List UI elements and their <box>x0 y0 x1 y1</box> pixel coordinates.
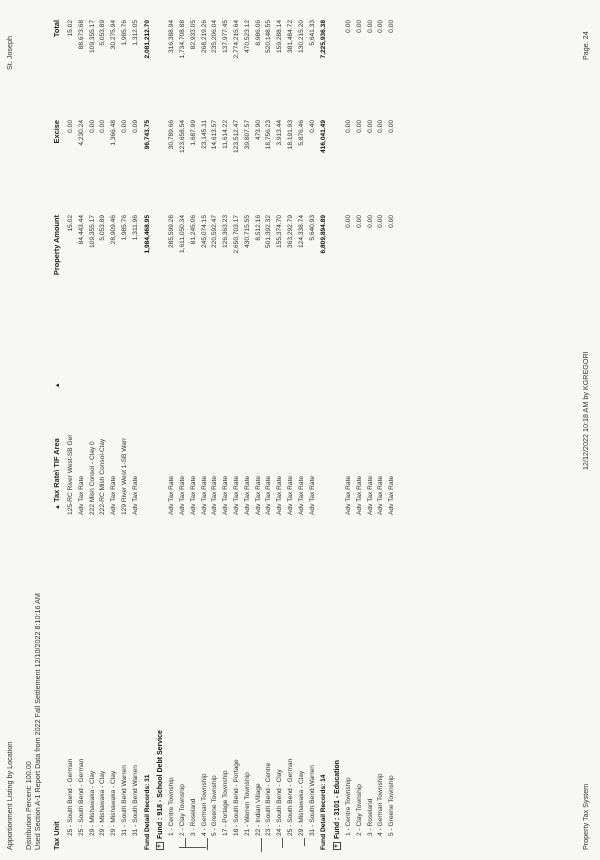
total-cell: 1,734,708.88 <box>179 20 186 59</box>
excise-cell: 30,789.66 <box>168 120 176 150</box>
pen-mark <box>282 838 283 848</box>
tax-unit-cell: 1 - Centre Township <box>168 777 176 836</box>
property-amount-cell: 109,355.17 <box>88 215 96 249</box>
property-amount-cell: 430,715.55 <box>243 215 251 249</box>
tax-rate-cell: Adv Tax Rate <box>287 475 294 515</box>
fund-detail-records: Fund Detail Records: 14 <box>320 774 328 850</box>
tax-rate-cell: 129 River West 1-SB Warr <box>121 437 128 515</box>
tax-rate-cell: 222-RC Mish Consol-Clay <box>99 438 107 515</box>
tax-rate-cell: Adv Tax Rate <box>388 475 396 515</box>
total-cell: 0.00 <box>355 20 363 33</box>
total-cell: 381,484.72 <box>287 20 294 54</box>
total-cell: 8,986.06 <box>254 20 262 46</box>
tax-unit-cell: 23 - South Bend - Centre <box>265 762 273 836</box>
property-amount-cell: 501,392.32 <box>265 215 273 249</box>
tax-unit-cell: 5 - Greene Township <box>211 775 219 836</box>
col-total[interactable]: Total <box>52 20 61 38</box>
property-amount-cell: 84,443.44 <box>77 215 85 245</box>
property-amount-cell: 8,512.16 <box>254 215 262 241</box>
tax-rate-cell: Adv Tax Rate <box>297 475 305 515</box>
tax-rate-cell: Adv Tax Rate <box>179 475 186 515</box>
fund-header[interactable] <box>156 730 164 850</box>
property-amount-cell: 5,053.89 <box>99 215 107 241</box>
tax-unit-cell: 25 - South Bend - German <box>287 758 294 836</box>
tax-unit-cell: 18 - South Bend - Portage <box>233 759 240 836</box>
tax-unit-cell: 17 - Portage Township <box>222 770 230 836</box>
excise-cell: 0.00 <box>377 120 385 133</box>
tax-unit-cell: 3 - Roseland <box>189 798 197 836</box>
excise-cell: 23,145.11 <box>200 120 208 149</box>
summary-total: 2,081,212.70 <box>143 20 151 59</box>
excise-cell: 0.00 <box>99 120 107 133</box>
tax-unit-cell: 22 - Indian Village <box>254 783 262 836</box>
total-cell: 235,206.04 <box>211 20 219 54</box>
pen-bracket <box>179 847 206 848</box>
tax-rate-cell: Adv Tax Rate <box>366 475 374 515</box>
tax-unit-cell: 25 - South Bend - German <box>67 758 74 836</box>
total-cell: 0.00 <box>366 20 374 33</box>
tax-unit-cell: 31 - South Bend Warren <box>121 765 128 836</box>
tax-unit-cell: 25 - South Bend - German <box>77 758 85 836</box>
col-tax-rate[interactable] <box>52 382 61 510</box>
tax-rate-cell: Adv Tax Rate <box>276 475 284 515</box>
excise-cell: 18,191.93 <box>287 120 294 150</box>
property-amount-cell: 0.00 <box>345 215 352 228</box>
tax-unit-cell: 29 - Mishawaka - Clay <box>88 770 96 836</box>
total-cell: 5,641.33 <box>308 20 316 46</box>
total-cell: 0.00 <box>388 20 396 33</box>
tax-rate-cell: Adv Tax Rate <box>355 475 363 515</box>
tax-rate-cell: Adv Tax Rate <box>308 475 316 515</box>
tax-rate-cell: Adv Tax Rate <box>110 475 118 515</box>
total-cell: 0.00 <box>345 20 352 33</box>
total-cell: 30,275.94 <box>110 20 118 50</box>
report-location: St. Joseph <box>5 36 14 70</box>
summary-excise: 96,743.75 <box>143 120 151 150</box>
property-amount-cell: 5,640.93 <box>308 215 316 241</box>
excise-cell: 0.00 <box>121 120 128 133</box>
summary-property: 1,984,468.95 <box>143 215 151 254</box>
tax-rate-cell: Adv Tax Rate <box>200 475 208 515</box>
tax-unit-cell: 29 - Mishawaka - Clay <box>110 770 118 836</box>
property-amount-cell: 363,292.79 <box>287 215 294 249</box>
total-cell: 137,977.45 <box>222 20 230 54</box>
summary-property: 6,809,894.89 <box>320 215 328 254</box>
property-amount-cell: 0.00 <box>355 215 363 228</box>
summary-total: 7,225,936.38 <box>320 20 328 59</box>
excise-cell: 0.40 <box>308 120 316 133</box>
total-cell: 88,673.68 <box>77 20 85 50</box>
col-tax-rate-label: Tax Rate\ TIF Area <box>52 438 61 502</box>
property-amount-cell: 124,338.74 <box>297 215 305 249</box>
tax-unit-cell: 4 - German Township <box>200 773 208 836</box>
total-cell: 470,523.12 <box>243 20 251 54</box>
footer-timestamp: 12/12/2022 10:18 AM by KGREGORI <box>581 351 590 470</box>
tax-unit-cell: 29 - Mishawaka - Clay <box>297 770 305 836</box>
excise-cell: 0.00 <box>366 120 374 133</box>
tax-rate-cell: Adv Tax Rate <box>168 475 176 515</box>
tax-rate-cell: Adv Tax Rate <box>131 475 139 515</box>
total-cell: 520,148.55 <box>265 20 273 54</box>
tax-unit-cell: 31 - South Bend Warren <box>131 765 139 836</box>
fund-detail-records: Fund Detail Records: 31 <box>143 774 151 850</box>
tax-unit-cell: 1 - Centre Township <box>345 777 352 836</box>
pen-mark <box>207 838 208 850</box>
col-excise[interactable]: Excise <box>52 120 61 144</box>
property-amount-cell: 1,311.96 <box>131 215 139 241</box>
tax-rate-cell: Adv Tax Rate <box>345 475 352 515</box>
total-cell: 1,312.05 <box>131 20 139 46</box>
expand-toggle-icon[interactable]: + <box>156 842 164 850</box>
tax-rate-cell: Adv Tax Rate <box>211 475 219 515</box>
total-cell: 15.02 <box>67 20 74 37</box>
tax-unit-cell: 31 - South Bend Warren <box>308 765 316 836</box>
fund-label: Fund : 918 - School Debt Service <box>157 730 165 839</box>
col-tax-unit[interactable]: Tax Unit <box>52 821 61 850</box>
total-cell: 109,355.17 <box>88 20 96 54</box>
excise-cell: 5,876.46 <box>297 120 305 146</box>
property-amount-cell: 1,985.76 <box>121 215 128 241</box>
total-cell: 5,053.89 <box>99 20 107 46</box>
total-cell: 316,388.94 <box>168 20 176 54</box>
property-amount-cell: 1,611,050.34 <box>179 215 186 254</box>
tax-unit-cell: 2 - Clay Township <box>355 784 363 836</box>
excise-cell: 4,230.24 <box>77 120 85 146</box>
total-cell: 268,219.26 <box>200 20 208 54</box>
tax-rate-cell: Adv Tax Rate <box>265 475 273 515</box>
total-cell: 0.00 <box>377 20 385 33</box>
tax-unit-cell: 2 - Clay Township <box>179 784 186 836</box>
total-cell: 159,288.14 <box>276 20 284 54</box>
excise-cell: 0.00 <box>388 120 396 133</box>
property-amount-cell: 28,909.46 <box>110 215 118 245</box>
tax-unit-cell: 21 - Warren Township <box>243 772 251 836</box>
excise-cell: 18,756.23 <box>265 120 273 150</box>
tax-rate-cell: 125-RC River West-SB Ger <box>67 434 74 515</box>
property-amount-cell: 15.02 <box>67 215 74 232</box>
property-amount-cell: 0.00 <box>377 215 385 228</box>
property-amount-cell: 0.00 <box>366 215 374 228</box>
excise-cell: 0.00 <box>67 120 74 133</box>
excise-cell: 123,512.47 <box>233 120 240 154</box>
excise-cell: 14,613.57 <box>211 120 219 150</box>
excise-cell: 473.90 <box>254 120 262 141</box>
fund-header[interactable] <box>333 760 341 850</box>
total-cell: 82,933.05 <box>189 20 197 50</box>
footer-system: Property Tax System <box>581 783 590 850</box>
excise-cell: 1,687.99 <box>189 120 197 146</box>
excise-cell: 123,658.54 <box>179 120 186 154</box>
tax-unit-cell: 4 - German Township <box>377 773 385 836</box>
tax-unit-cell: 24 - South Bend - Clay <box>276 769 284 836</box>
property-amount-cell: 81,245.06 <box>189 215 197 245</box>
excise-cell: 0.00 <box>355 120 363 133</box>
expand-toggle-icon[interactable]: + <box>333 842 341 850</box>
tax-rate-cell: Adv Tax Rate <box>222 475 230 515</box>
property-amount-cell: 245,074.15 <box>200 215 208 249</box>
summary-excise: 416,041.49 <box>320 120 328 154</box>
tax-rate-cell: Adv Tax Rate <box>377 475 385 515</box>
pen-mark <box>261 838 262 852</box>
tax-rate-cell: Adv Tax Rate <box>233 475 240 515</box>
tax-rate-cell: Adv Tax Rate <box>189 475 197 515</box>
tax-rate-cell: Adv Tax Rate <box>243 475 251 515</box>
col-property-amount[interactable]: Property Amount <box>52 215 61 276</box>
footer-page: Page. 24 <box>581 31 590 60</box>
excise-cell: 3,913.44 <box>276 120 284 146</box>
report-title: Apportionment Listing by Location <box>5 741 14 850</box>
total-cell: 2,774,215.64 <box>233 20 240 59</box>
tax-rate-cell: Adv Tax Rate <box>254 475 262 515</box>
excise-cell: 39,807.57 <box>243 120 251 150</box>
excise-cell: 11,614.22 <box>222 120 230 149</box>
excise-cell: 1,366.48 <box>110 120 118 146</box>
property-amount-cell: 126,363.23 <box>222 215 230 249</box>
tax-unit-cell: 29 - Mishawaka - Clay <box>99 770 107 836</box>
total-cell: 1,985.76 <box>121 20 128 46</box>
property-amount-cell: 220,592.47 <box>211 215 219 249</box>
total-cell: 130,215.20 <box>297 20 305 54</box>
tax-rate-cell: 222 Mish Consol - Clay 0 <box>88 441 96 515</box>
excise-cell: 0.00 <box>345 120 352 133</box>
property-amount-cell: 155,374.70 <box>276 215 284 249</box>
excise-cell: 0.09 <box>131 120 139 133</box>
tax-rate-cell: Adv Tax Rate <box>77 475 85 515</box>
used-section-note: Used Section A-1 Report Data from 2022 Fall Settlement 12/10/2022 8:10:16 AM <box>33 593 42 850</box>
tax-unit-cell: 5 - Greene Township <box>388 775 396 836</box>
distribution-percent: Distribution Percent: 100.00 <box>24 761 33 850</box>
tax-unit-cell: 3 - Roseland <box>366 798 374 836</box>
property-amount-cell: 0.00 <box>388 215 396 228</box>
excise-cell: 0.00 <box>88 120 96 133</box>
pen-mark <box>304 838 305 846</box>
property-amount-cell: 285,599.28 <box>168 215 176 249</box>
sort-up-icon: ▲ <box>55 504 61 510</box>
fund-label: Fund : 3101 - Education <box>334 760 342 839</box>
sort-marker-icon: ▲ <box>55 382 61 389</box>
property-amount-cell: 2,650,703.17 <box>233 215 240 254</box>
